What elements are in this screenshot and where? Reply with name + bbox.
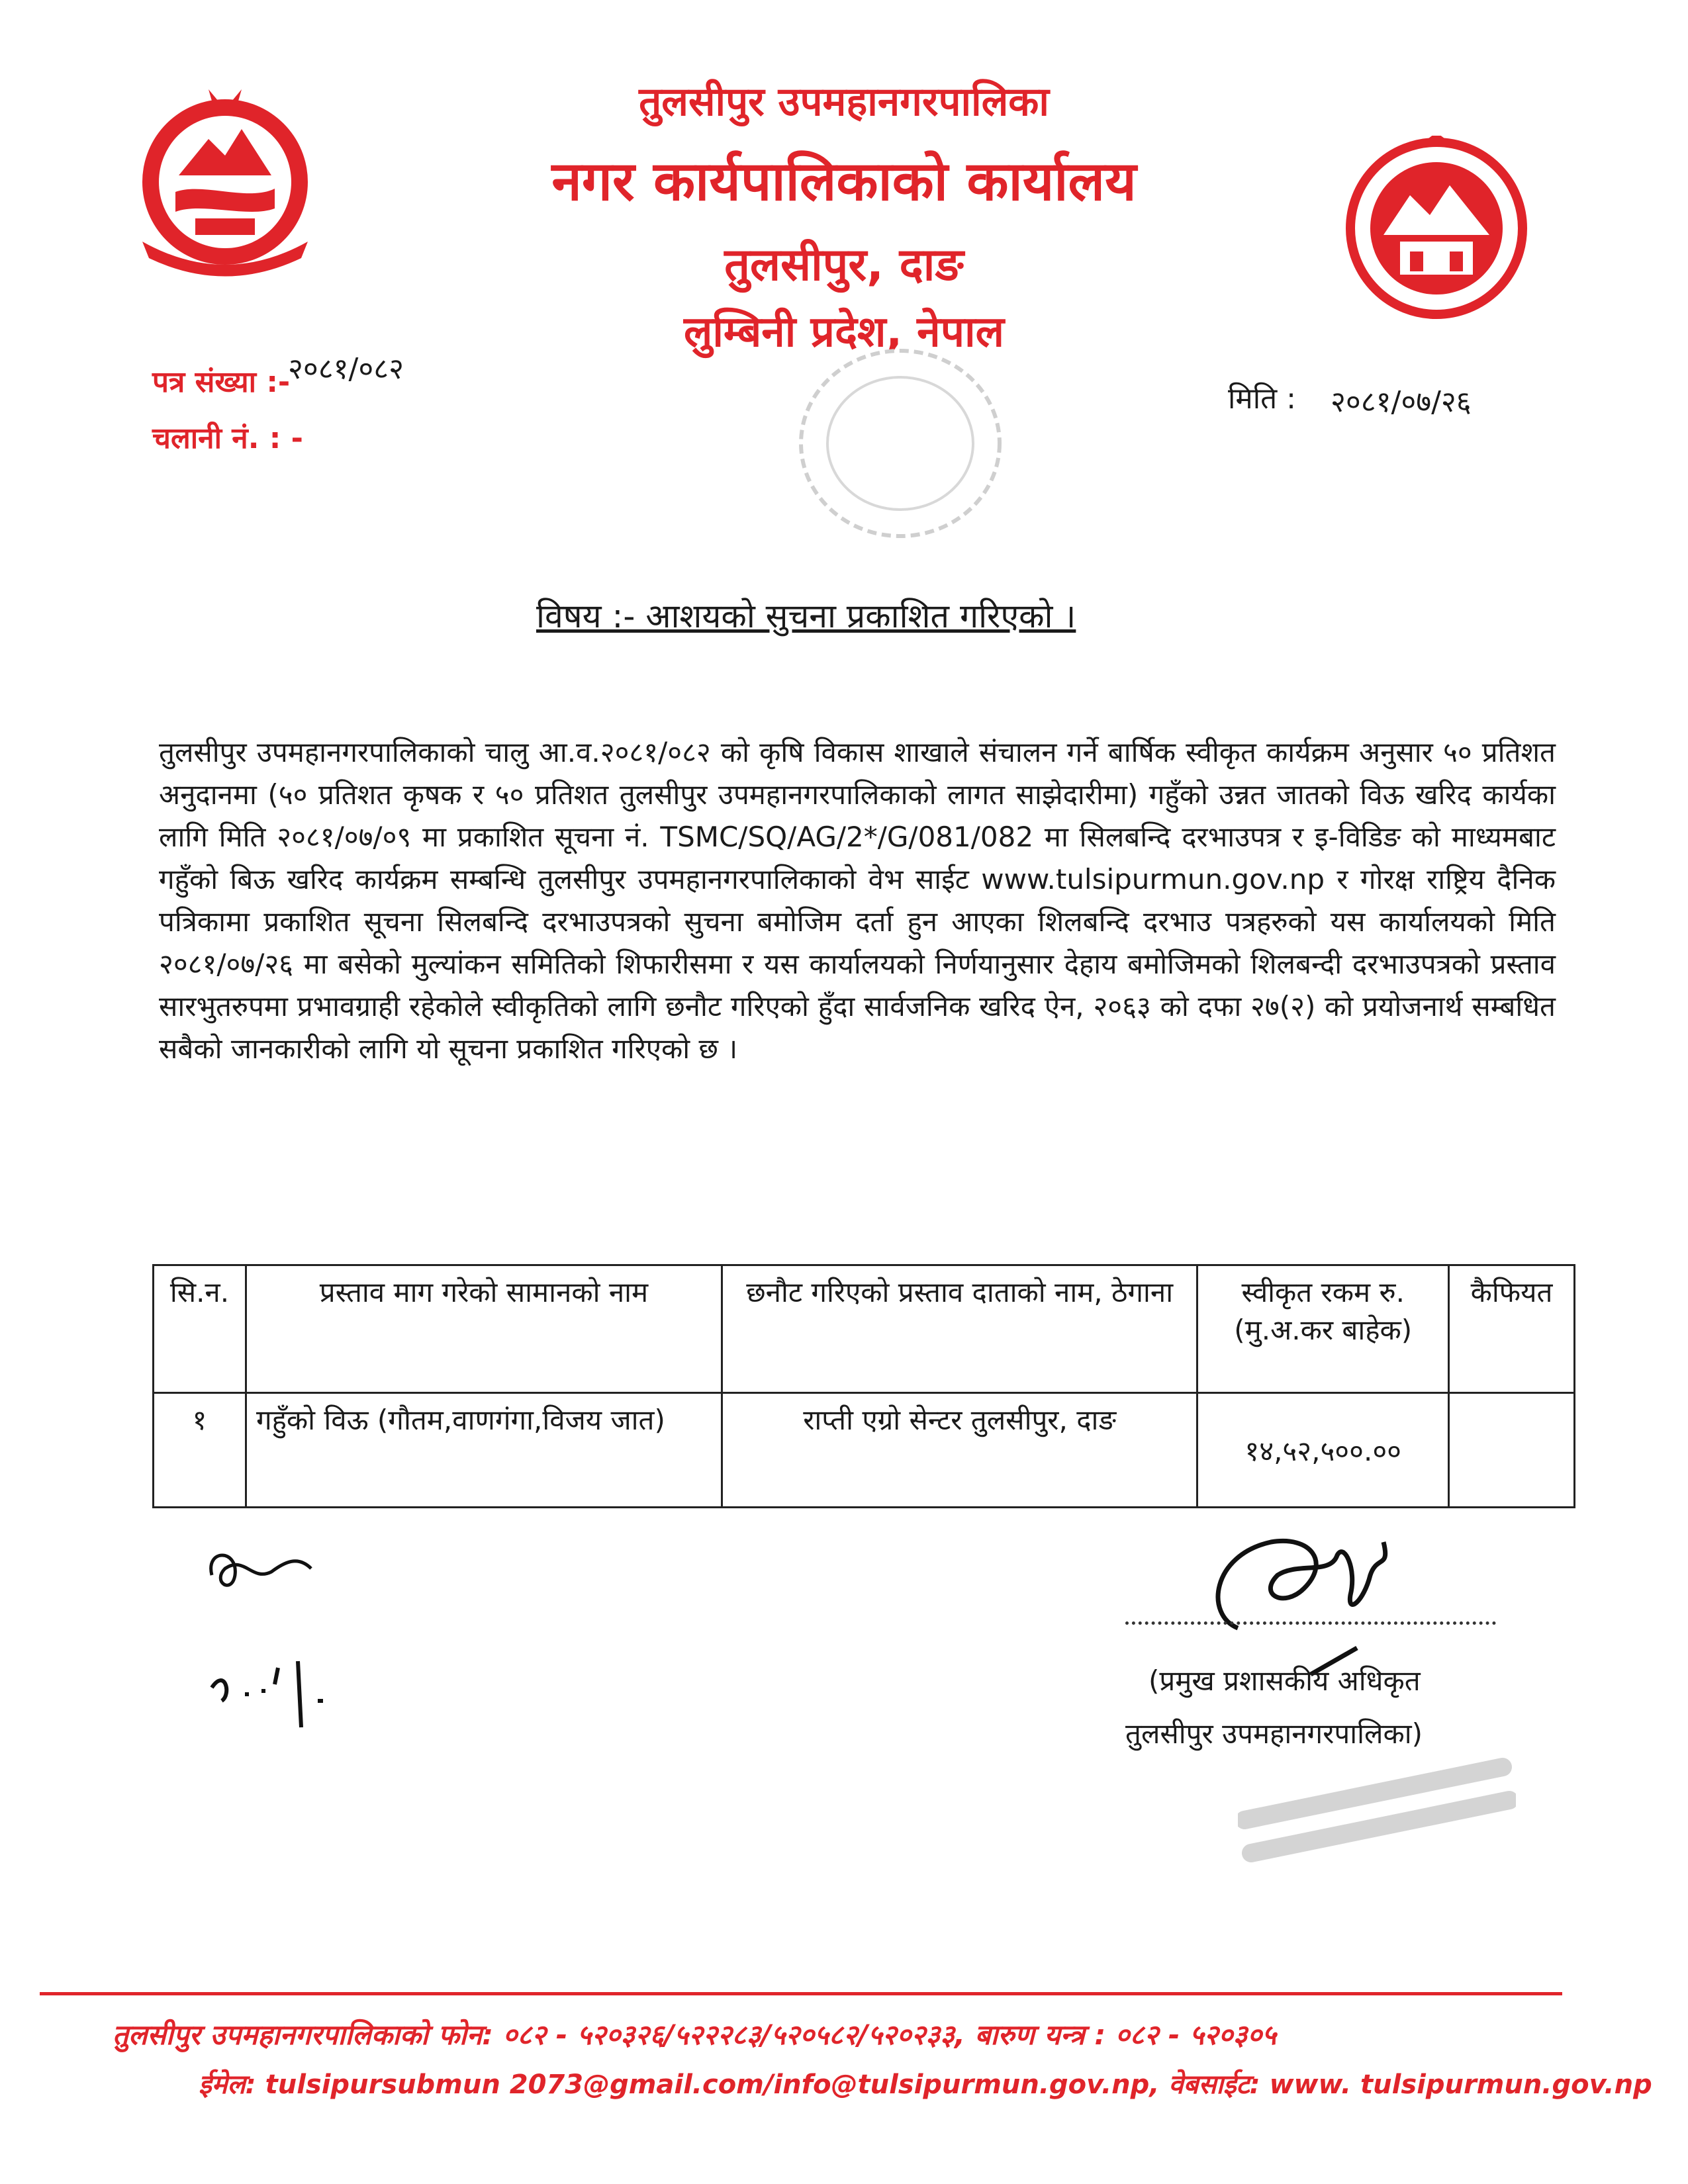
- officer-name-stamp: [1238, 1754, 1516, 1866]
- letterhead-city: तुलसीपुर, दाङ: [724, 239, 964, 291]
- patra-sankhya-value: २०८१/०८२: [288, 352, 404, 386]
- table-row: [154, 1393, 1575, 1508]
- header-item-name: प्रस्ताव माग गरेको सामानको नाम: [246, 1265, 722, 1393]
- cell-remarks: [1449, 1393, 1575, 1508]
- header-approved-amount: स्वीकृत रकम रु. (मु.अ.कर बाहेक): [1197, 1265, 1449, 1393]
- office-stamp: [794, 344, 1006, 543]
- chalani-number-label: चलानी नं. : -: [152, 422, 303, 455]
- miti-value: २०८१/०७/२६: [1331, 385, 1472, 419]
- selected-bid-table: [152, 1264, 1575, 1508]
- notice-body: तुलसीपुर उपमहानगरपालिकाको चालु आ.व.२०८१/०८२ को कृषि विकास शाखाले संचालन गर्ने बार्षिक स्वीकृत कार्यक्रम अनुसार ५० प्रतिशत अनुदानमा (५० प्रतिशत कृषक र ५० प्रतिशत तुलसीपुर उपमहानगरपालिकाको लागत साझेदारीमा) गहुँको उन्नत जातको विऊ खरिद कार्यका लागि मिति २०८१/०७/०९ मा प्रकाशित सूचना नं. TSMC/SQ/AG/2*/G/081/082 मा सिलबन्दि दरभाउपत्र र इ-विडिङ को माध्यमबाट गहुँको बिऊ खरिद कार्यक्रम सम्बन्धि तुलसीपुर उपमहानगरपालिकाको वेभ साईट www.tulsipurmun.gov.np र गोरक्ष राष्ट्रिय दैनिक पत्रिकामा प्रकाशित सूचना सिलबन्दि दरभाउपत्रको सुचना बमोजिम दर्ता हुन आएका शिलबन्दि दरभाउ पत्रहरुको यस कार्यालयको मिति २०८१/०७/२६ मा बसेको मुल्यांकन समितिको शिफारीसमा र यस कार्यालयको निर्णयानुसार देहाय बमोजिमको शिलबन्दी दरभाउपत्रको प्रस्ताव सारभुतरुपमा प्रभावग्राही रहेकोले स्वीकृतिको लागि छनौट गरिएको हुँदा सार्वजनिक खरिद ऐन, २०६३ को दफा २७(२) को प्रयोजनार्थ सम्बधित सबैको जानकारीको लागि यो सूचना प्रकाशित गरिएको छ ।: [159, 736, 1556, 1065]
- header-serial: सि.न.: [154, 1265, 246, 1393]
- signatory-title: (प्रमुख प्रशासकीय अधिकृत: [1149, 1664, 1421, 1697]
- miti-label: मिति :: [1228, 382, 1296, 416]
- cell-item-name: गहुँको विऊ (गौतम,वाणगंगा,विजय जात): [246, 1393, 722, 1508]
- header-remarks: कैफियत: [1449, 1265, 1575, 1393]
- letterhead-province: लुम्बिनी प्रदेश, नेपाल: [683, 308, 1005, 357]
- handwritten-initials: [199, 1535, 357, 1734]
- cell-approved-amount: १४,५२,५००.००: [1197, 1393, 1449, 1508]
- footer-divider: [40, 1992, 1562, 1995]
- letterhead-municipality-name: तुलसीपुर उपमहानगरपालिका: [639, 79, 1049, 125]
- footer-email-line: ईमेल: tulsipursubmun 2073@gmail.com/info@tulsipurmun.gov.np, वेबसाईट: www. tulsipurmun.gov.np: [199, 2070, 1652, 2100]
- signatory-office: तुलसीपुर उपमहानगरपालिका): [1125, 1717, 1423, 1750]
- signature-line: [1125, 1621, 1496, 1625]
- footer-phone-line: तुलसीपुर उपमहानगरपालिकाको फोन: ०८२ - ५२०३२६/५२२२८३/५२०५८२/५२०२३३, बारुण यन्त्र : ०८२ - ५२०३०५: [113, 2019, 1276, 2051]
- table-header-row: [154, 1265, 1575, 1393]
- letterhead-office-name: नगर कार्यपालिकाको कार्यालय: [551, 150, 1137, 213]
- patra-sankhya-label: पत्र संख्या :-: [152, 365, 291, 399]
- cell-serial: १: [154, 1393, 246, 1508]
- subject-line: विषय :- आशयको सुचना प्रकाशित गरिएको ।: [536, 597, 1076, 635]
- header-bidder-name: छनौट गरिएको प्रस्ताव दाताको नाम, ठेगाना: [722, 1265, 1197, 1393]
- cell-bidder-name: राप्ती एग्रो सेन्टर तुलसीपुर, दाङ: [722, 1393, 1197, 1508]
